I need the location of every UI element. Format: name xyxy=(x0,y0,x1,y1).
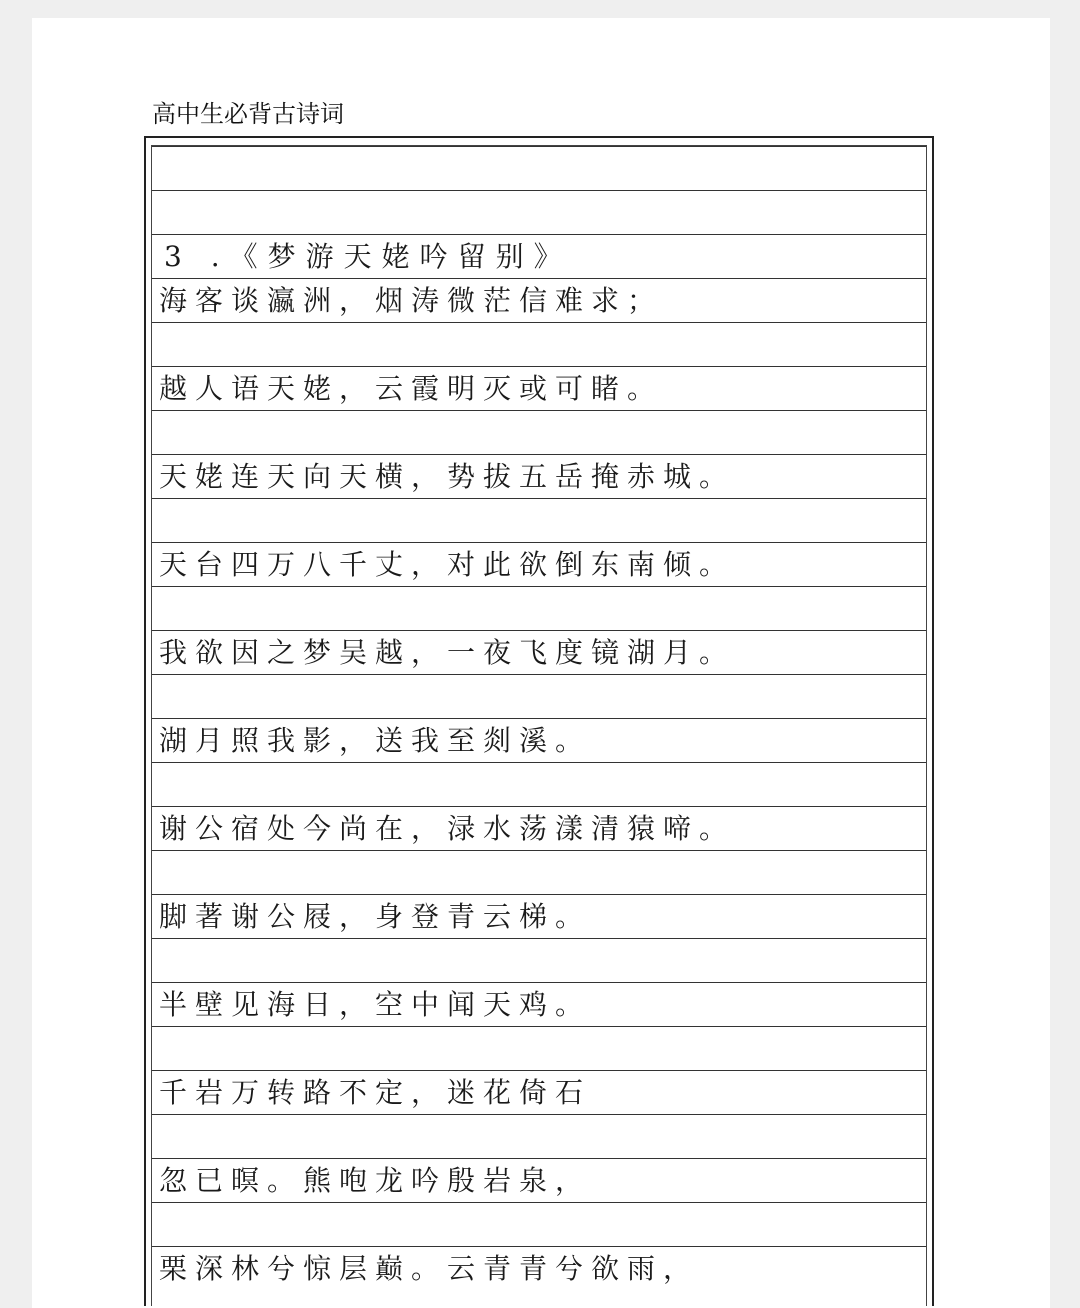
blank-line xyxy=(152,674,926,718)
poem-line: 我欲因之梦吴越，一夜飞度镜湖月。 xyxy=(152,630,926,674)
document-header: 高中生必背古诗词 xyxy=(152,100,344,128)
blank-line xyxy=(152,322,926,366)
blank-line xyxy=(152,146,926,190)
ruled-lines-area xyxy=(151,145,927,1306)
blank-line xyxy=(152,190,926,234)
poem-line: 海客谈瀛洲，烟涛微茫信难求； xyxy=(152,278,926,322)
blank-line xyxy=(152,586,926,630)
blank-line xyxy=(152,1202,926,1246)
document-page xyxy=(32,18,1050,1308)
poem-line: 栗深林兮惊层巅。云青青兮欲雨， xyxy=(152,1246,926,1290)
blank-line xyxy=(152,850,926,894)
poem-line: 脚著谢公屐，身登青云梯。 xyxy=(152,894,926,938)
poem-line: 千岩万转路不定，迷花倚石 xyxy=(152,1070,926,1114)
poem-line: 湖月照我影，送我至剡溪。 xyxy=(152,718,926,762)
blank-line xyxy=(152,938,926,982)
blank-line xyxy=(152,498,926,542)
poem-line: 天姥连天向天横，势拔五岳掩赤城。 xyxy=(152,454,926,498)
poem-line: 天台四万八千丈，对此欲倒东南倾。 xyxy=(152,542,926,586)
poem-line: 谢公宿处今尚在，渌水荡漾清猿啼。 xyxy=(152,806,926,850)
poem-line: 越人语天姥，云霞明灭或可睹。 xyxy=(152,366,926,410)
poem-line: 半壁见海日，空中闻天鸡。 xyxy=(152,982,926,1026)
blank-line xyxy=(152,1026,926,1070)
blank-line xyxy=(152,762,926,806)
blank-line xyxy=(152,1114,926,1158)
poem-line: 忽已暝。熊咆龙吟殷岩泉， xyxy=(152,1158,926,1202)
ruled-frame xyxy=(144,136,934,1306)
blank-line xyxy=(152,410,926,454)
poem-title-line: 3 .《梦游天姥吟留别》 xyxy=(152,234,926,278)
